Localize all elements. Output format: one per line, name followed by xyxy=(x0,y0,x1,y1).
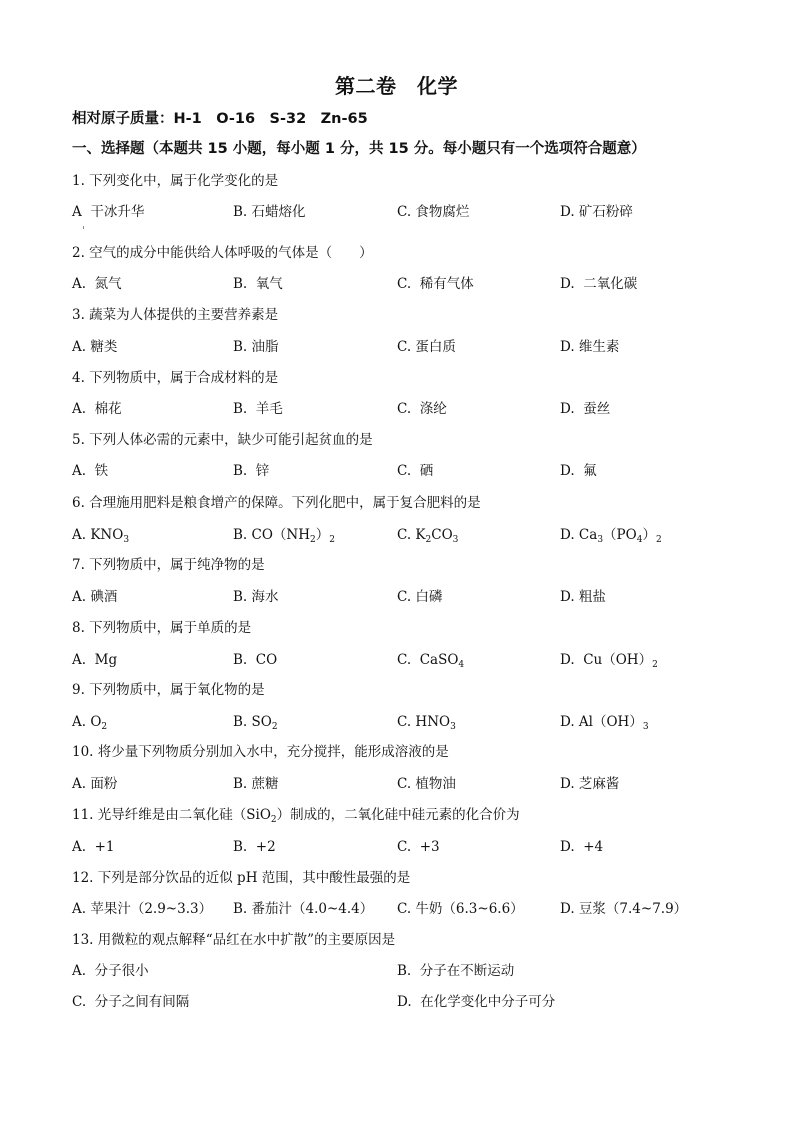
q1-option-b: B. 石蜡熔化 xyxy=(233,204,306,220)
section-heading: 一、选择题（本题共 15 小题，每小题 1 分，共 15 分。每小题只有一个选项符合题意） xyxy=(72,141,646,157)
q3-option-a: A. 糖类 xyxy=(72,339,118,355)
q10-option-b: B. 蔗糖 xyxy=(233,776,279,792)
q7-option-c: C. 白磷 xyxy=(397,589,443,605)
question-9-stem: 9. 下列物质中，属于氧化物的是 xyxy=(72,682,265,698)
q4-option-c: C. 涤纶 xyxy=(397,401,447,417)
q10-option-c: C. 植物油 xyxy=(397,776,456,792)
q13-option-c: C. 分子之间有间隔 xyxy=(72,994,190,1010)
q10-option-d: D. 芝麻酱 xyxy=(560,776,620,792)
question-5-stem: 5. 下列人体必需的元素中，缺少可能引起贫血的是 xyxy=(72,432,373,448)
q6-option-a: A. $KNO_3$ xyxy=(72,527,130,545)
q12-option-a: A. 苹果汁（2.9~3.3） xyxy=(72,901,213,917)
q2-option-a: A. 氮气 xyxy=(72,276,122,292)
q2-option-b: B. 氧气 xyxy=(233,276,283,292)
q12-option-d: D. 豆浆（7.4~7.9） xyxy=(560,901,688,917)
question-7-stem: 7. 下列物质中，属于纯净物的是 xyxy=(72,557,265,573)
question-1-stem: 1. 下列变化中，属于化学变化的是 xyxy=(72,173,279,189)
q5-option-c: C. 硒 xyxy=(397,463,434,479)
q1-option-d: D. 矿石粉碎 xyxy=(560,204,633,220)
q2-option-d: D. 二氧化碳 xyxy=(560,276,638,292)
q5-option-a: A. 铁 xyxy=(72,463,109,479)
q10-option-a: A. 面粉 xyxy=(72,776,118,792)
q11-option-c: C. +3 xyxy=(397,839,440,855)
q7-option-a: A. 碘酒 xyxy=(72,589,118,605)
q12-option-c: C. 牛奶（6.3~6.6） xyxy=(397,901,524,917)
q6-option-d: D. $Ca_3(PO_4)_2$ xyxy=(560,527,662,545)
q11-option-d: D. +4 xyxy=(560,839,604,855)
q9-option-b: B. $SO_2$ xyxy=(233,714,278,732)
q6-option-b: B. $CO(NH_2)_2$ xyxy=(233,527,335,545)
q7-option-d: D. 粗盐 xyxy=(560,589,606,605)
q8-option-c: C. CaSO$_4$ xyxy=(397,652,465,670)
q3-option-c: C. 蛋白质 xyxy=(397,339,456,355)
q4-option-b: B. 羊毛 xyxy=(233,401,283,417)
q7-option-b: B. 海水 xyxy=(233,589,279,605)
q4-option-a: A. 棉花 xyxy=(72,401,122,417)
question-2-stem: 2. 空气的成分中能供给人体呼吸的气体是（ ） xyxy=(72,245,373,261)
q4-option-d: D. 蚕丝 xyxy=(560,401,611,417)
q5-option-d: D. 氟 xyxy=(560,463,597,479)
q8-option-b: B. CO xyxy=(233,652,278,668)
q11-option-b: B. +2 xyxy=(233,839,276,855)
question-8-stem: 8. 下列物质中，属于单质的是 xyxy=(72,620,252,636)
q13-option-b: B. 分子在不断运动 xyxy=(397,963,515,979)
question-4-stem: 4. 下列物质中，属于合成材料的是 xyxy=(72,370,279,386)
q1-option-a: A 干冰升华 xyxy=(72,204,145,220)
question-11-stem: 11. 光导纤维是由二氧化硅（SiO$_2$）制成的，二氧化硅中硅元素的化合价为 xyxy=(72,807,520,825)
page-title: 第二卷 化学 xyxy=(335,74,458,98)
question-12-stem: 12. 下列是部分饮品的近似 pH 范围，其中酸性最强的是 xyxy=(72,870,411,886)
q9-option-a: A. $O_2$ xyxy=(72,714,108,732)
question-10-stem: 10. 将少量下列物质分别加入水中，充分搅拌，能形成溶液的是 xyxy=(72,744,449,760)
q9-option-d: D. $Al(OH)_3$ xyxy=(560,714,649,732)
q3-option-b: B. 油脂 xyxy=(233,339,279,355)
q11-option-a: A. +1 xyxy=(72,839,115,855)
question-3-stem: 3. 蔬菜为人体提供的主要营养素是 xyxy=(72,307,279,323)
question-6-stem: 6. 合理施用肥料是粮食增产的保障。下列化肥中，属于复合肥料的是 xyxy=(72,495,481,511)
q2-option-c: C. 稀有气体 xyxy=(397,276,474,292)
q3-option-d: D. 维生素 xyxy=(560,339,620,355)
q13-option-d: D. 在化学变化中分子可分 xyxy=(397,994,556,1010)
q13-option-a: A. 分子很小 xyxy=(72,963,149,979)
question-13-stem: 13. 用微粒的观点解释“品红在水中扩散”的主要原因是 xyxy=(72,932,396,948)
q12-option-b: B. 番茄汁（4.0~4.4） xyxy=(233,901,374,917)
stray-mark xyxy=(83,226,84,229)
q8-option-a: A. Mg xyxy=(72,652,118,668)
q9-option-c: C. $HNO_3$ xyxy=(397,714,456,732)
q5-option-b: B. 锌 xyxy=(233,463,270,479)
q6-option-c: C. $K_2CO_3$ xyxy=(397,527,459,545)
q1-option-c: C. 食物腐烂 xyxy=(397,204,470,220)
q8-option-d: D. $Cu(OH)_2$ xyxy=(560,652,658,670)
atomic-mass-line: 相对原子质量：H-1 O-16 S-32 Zn-65 xyxy=(72,111,368,127)
